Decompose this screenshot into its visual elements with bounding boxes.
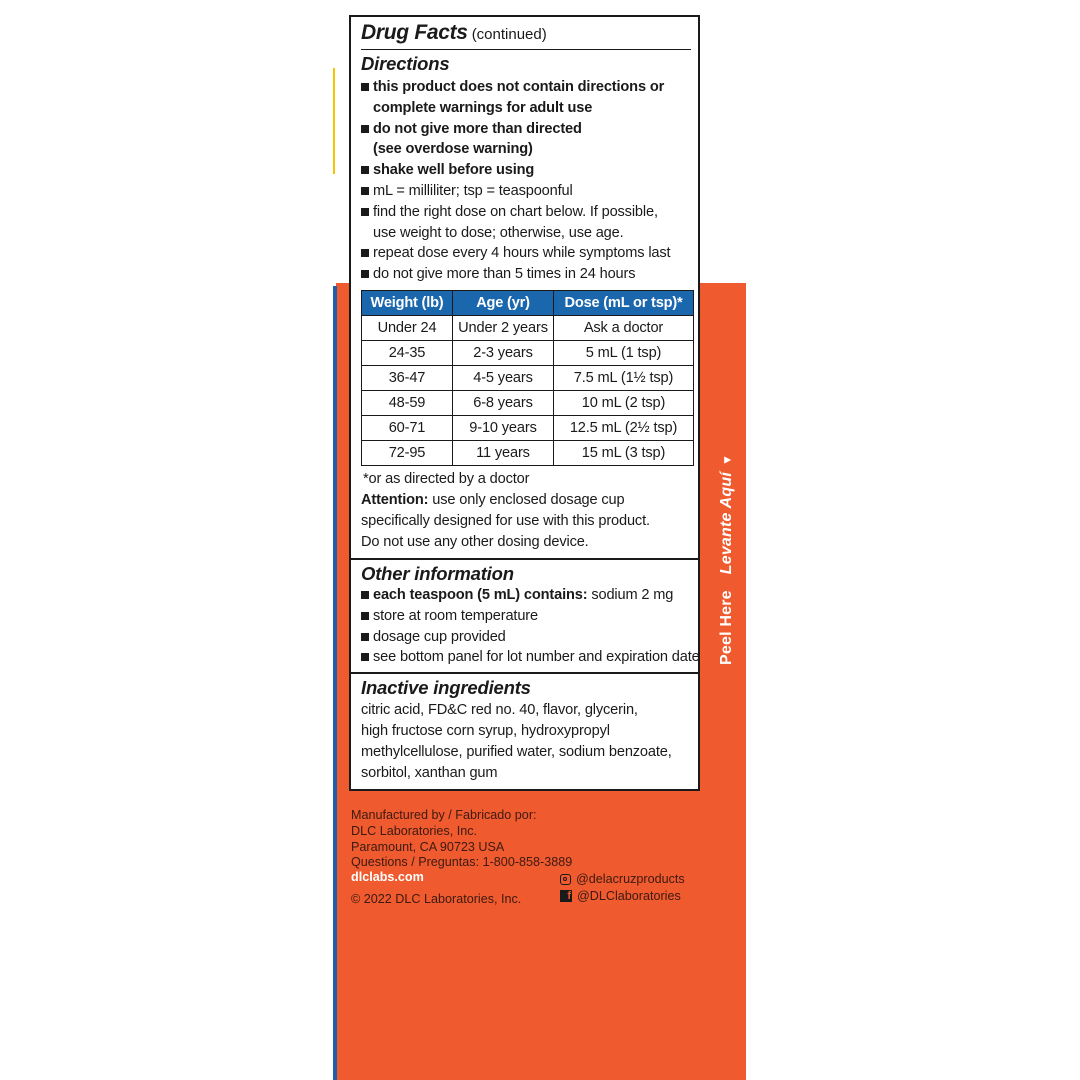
other-information-list <box>361 585 700 668</box>
dosing-table-body <box>362 316 694 466</box>
bullet-square-icon <box>361 633 369 641</box>
continued-label: (continued) <box>471 26 547 43</box>
dosing-table-header-row <box>362 291 694 316</box>
table-cell: Under 24 <box>362 316 453 341</box>
table-cell: 11 years <box>453 441 554 466</box>
facebook-handle <box>560 889 681 903</box>
list-item <box>361 243 694 264</box>
title-rule <box>361 49 691 50</box>
table-cell: 5 mL (1 tsp) <box>554 341 694 366</box>
instagram-handle <box>560 872 685 886</box>
table-cell: 10 mL (2 tsp) <box>554 391 694 416</box>
column-header-weight: Weight (lb) <box>362 291 453 316</box>
attention-label: Attention: <box>361 492 429 508</box>
table-row <box>362 416 694 441</box>
list-item <box>361 139 694 160</box>
website-link: dlclabs.com <box>351 870 424 884</box>
table-cell: 15 mL (3 tsp) <box>554 441 694 466</box>
drug-facts-title <box>361 21 547 45</box>
bullet-square-icon <box>361 270 369 278</box>
table-row <box>362 366 694 391</box>
table-cell: 48-59 <box>362 391 453 416</box>
attention-text: use only enclosed dosage cup <box>428 492 625 508</box>
list-item <box>361 181 694 202</box>
list-item <box>361 647 700 668</box>
blue-package-edge <box>333 286 337 1080</box>
table-row <box>362 441 694 466</box>
inactive-ingredients-line-3: methylcellulose, purified water, sodium benzoate, <box>361 744 672 760</box>
list-item <box>361 98 694 119</box>
table-cell: 12.5 mL (2½ tsp) <box>554 416 694 441</box>
list-item <box>361 202 694 223</box>
bullet-square-icon <box>361 166 369 174</box>
list-item <box>361 585 694 606</box>
table-cell: 4-5 years <box>453 366 554 391</box>
questions-phone: Questions / Preguntas: 1-800-858-3889 <box>351 855 573 869</box>
bullet-square-icon <box>361 187 369 195</box>
inactive-ingredients-line-1: citric acid, FD&C red no. 40, flavor, glycerin, <box>361 702 638 718</box>
column-header-dose: Dose (mL or tsp)* <box>554 291 694 316</box>
table-cell: 60-71 <box>362 416 453 441</box>
table-row <box>362 341 694 366</box>
yellow-edge-mark <box>333 68 335 174</box>
section-divider <box>351 672 698 674</box>
list-item-text: do not give more than directed <box>373 120 582 137</box>
bullet-square-icon <box>361 83 369 91</box>
sodium-label: each teaspoon (5 mL) contains: <box>373 587 588 603</box>
list-item-text: store at room temperature <box>373 607 538 624</box>
levante-aqui-label: Levante Aquí <box>718 471 735 575</box>
facebook-icon: f <box>560 890 572 902</box>
list-item <box>361 606 694 627</box>
instagram-icon <box>560 874 571 885</box>
list-item <box>361 264 694 285</box>
inactive-ingredients-line-2: high fructose corn syrup, hydroxypropyl <box>361 723 610 739</box>
down-arrow-icon: ▼ <box>720 453 734 466</box>
list-item <box>361 223 694 244</box>
peel-here-tab[interactable] <box>718 454 736 665</box>
drug-facts-heading: Drug Facts <box>361 21 468 44</box>
attention-line-2: specifically designed for use with this product. <box>361 513 650 529</box>
list-item <box>361 119 694 140</box>
drug-facts-panel <box>349 15 700 791</box>
attention-line-1 <box>361 490 624 511</box>
list-item-text: see bottom panel for lot number and expiration date <box>373 649 700 666</box>
bullet-square-icon <box>361 249 369 257</box>
bullet-square-icon <box>361 125 369 133</box>
table-row <box>362 391 694 416</box>
instagram-text: @delacruzproducts <box>576 872 685 886</box>
column-header-age: Age (yr) <box>453 291 554 316</box>
peel-here-label: Peel Here <box>718 590 735 665</box>
facebook-text: @DLClaboratories <box>577 889 681 903</box>
sodium-value: sodium 2 mg <box>587 587 674 603</box>
list-item-text: find the right dose on chart below. If possible, <box>373 203 658 220</box>
dosing-table <box>361 290 694 466</box>
copyright: © 2022 DLC Laboratories, Inc. <box>351 892 522 906</box>
list-item-text: (see overdose warning) <box>373 141 533 158</box>
manufacturer-name: DLC Laboratories, Inc. <box>351 824 477 838</box>
list-item-text: this product does not contain directions or <box>373 79 665 95</box>
manufacturer-address: Paramount, CA 90723 USA <box>351 840 505 854</box>
table-cell: 9-10 years <box>453 416 554 441</box>
table-cell: 7.5 mL (1½ tsp) <box>554 366 694 391</box>
table-cell: Under 2 years <box>453 316 554 341</box>
list-item-text: use weight to dose; otherwise, use age. <box>373 224 624 241</box>
table-cell: 6-8 years <box>453 391 554 416</box>
list-item <box>361 160 694 181</box>
other-information-heading: Other information <box>361 563 514 584</box>
table-cell: 36-47 <box>362 366 453 391</box>
section-divider <box>351 558 698 560</box>
bullet-square-icon <box>361 208 369 216</box>
bullet-square-icon <box>361 591 369 599</box>
table-cell: Ask a doctor <box>554 316 694 341</box>
table-cell: 24-35 <box>362 341 453 366</box>
inactive-ingredients-heading: Inactive ingredients <box>361 677 531 698</box>
list-item-text: shake well before using <box>373 162 535 179</box>
table-cell: 2-3 years <box>453 341 554 366</box>
list-item-text: repeat dose every 4 hours while symptoms last <box>373 245 671 262</box>
dose-footnote: *or as directed by a doctor <box>363 471 530 487</box>
directions-list <box>361 77 694 285</box>
manufacturer-line: Manufactured by / Fabricado por: <box>351 808 537 822</box>
attention-line-3: Do not use any other dosing device. <box>361 534 589 550</box>
list-item-text: mL = milliliter; tsp = teaspoonful <box>373 182 573 199</box>
table-row <box>362 316 694 341</box>
bullet-square-icon <box>361 612 369 620</box>
list-item-text: do not give more than 5 times in 24 hours <box>373 266 636 283</box>
list-item-text: dosage cup provided <box>373 628 506 645</box>
list-item <box>361 77 694 98</box>
list-item <box>361 627 694 648</box>
inactive-ingredients-line-4: sorbitol, xanthan gum <box>361 765 498 781</box>
table-cell: 72-95 <box>362 441 453 466</box>
list-item-text: complete warnings for adult use <box>373 99 593 116</box>
directions-heading: Directions <box>361 53 450 74</box>
bullet-square-icon <box>361 653 369 661</box>
